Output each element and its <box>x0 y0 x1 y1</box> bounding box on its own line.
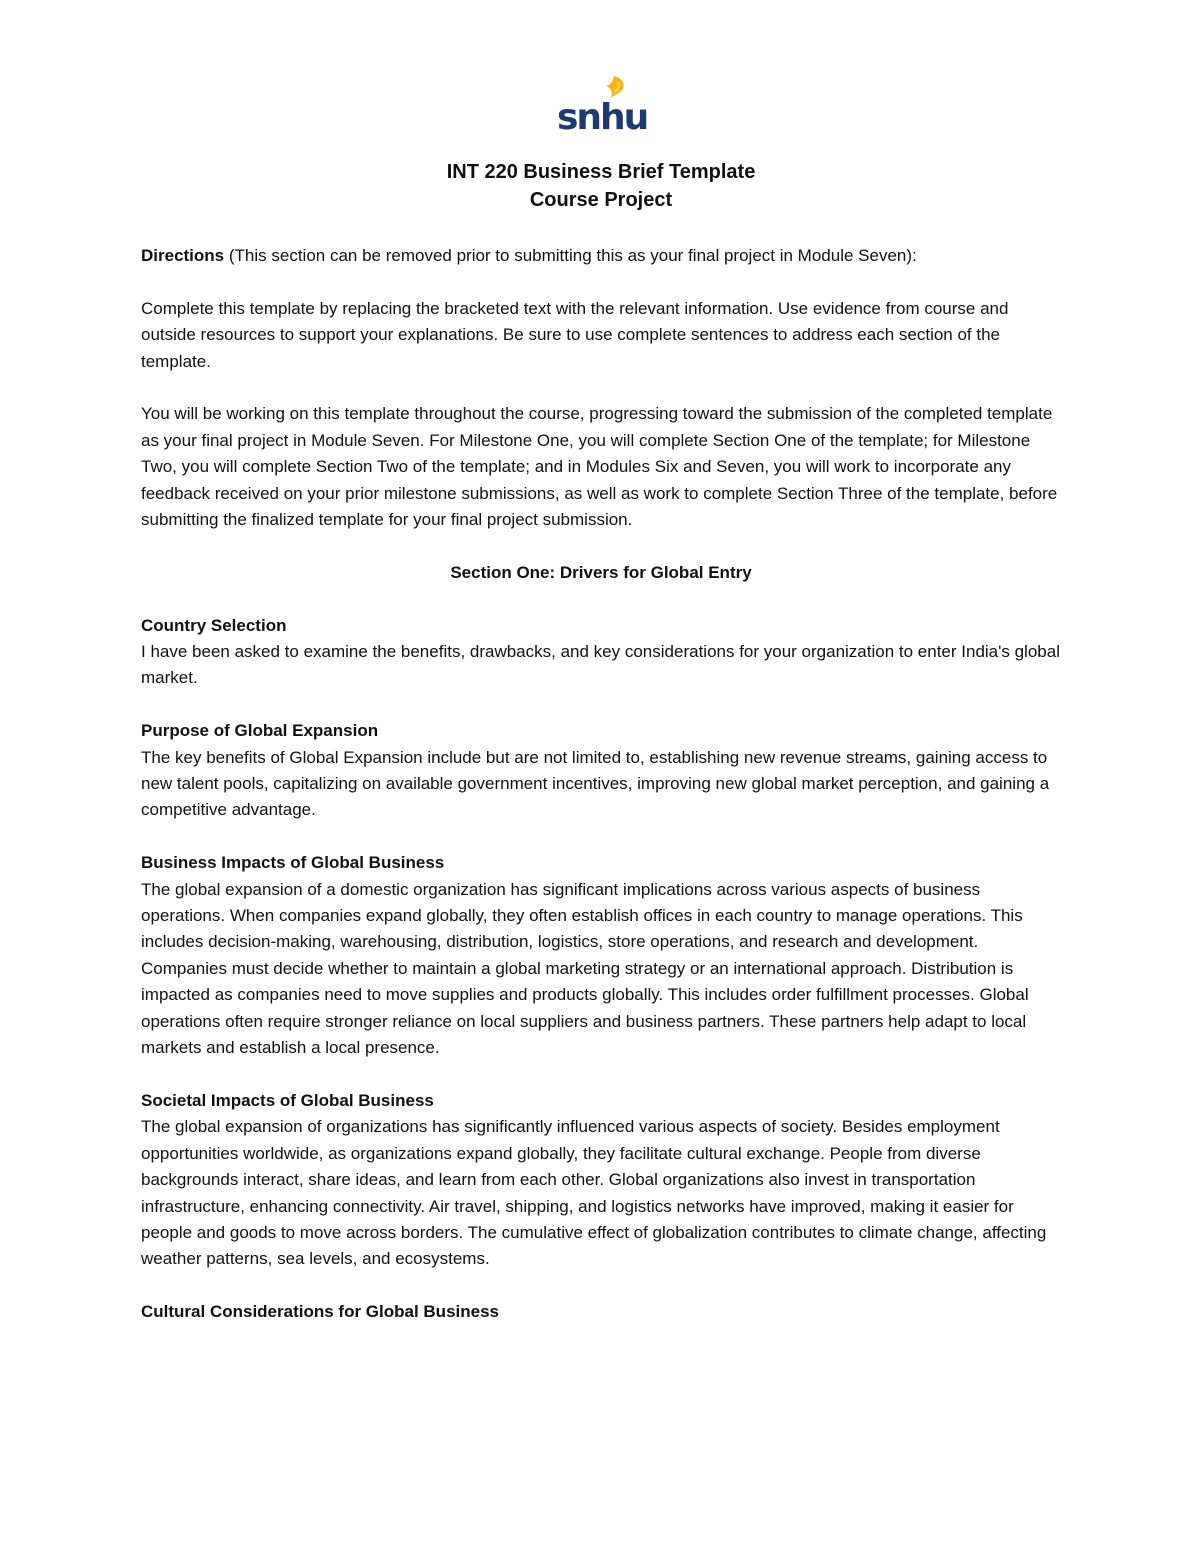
section-one-title: Section One: Drivers for Global Entry <box>450 562 752 582</box>
business-impacts-heading: Business Impacts of Global Business <box>141 853 445 873</box>
svg-text:snhu: snhu <box>557 97 648 138</box>
country-selection-heading: Country Selection <box>141 615 287 635</box>
cultural-considerations-heading: Cultural Considerations for Global Business <box>141 1302 499 1322</box>
directions-intro <box>141 243 1061 269</box>
purpose-heading: Purpose of Global Expansion <box>141 721 379 741</box>
business-impacts-body: The global expansion of a domestic organization has significant implications across various aspects of business operations. When companies expand globally, they often establish offices in each country to manage operations. This includes decision-making, warehousing, distribution, logistics, store operations, and research and development. Companies must decide whether to maintain a global marketing strategy or an international approach. Distribution is impacted as companies need to move supplies and products globally. This includes order fulfillment processes. Global operations often require stronger reliance on local suppliers and business partners. These partners help adapt to local markets and establish a local presence. <box>141 879 1029 1058</box>
snhu-logo <box>556 74 648 138</box>
societal-impacts-block <box>141 1088 1061 1273</box>
cultural-considerations-block <box>141 1299 1061 1325</box>
document-body <box>141 243 1061 1352</box>
flame-leaf-icon <box>556 74 648 138</box>
business-impacts-block <box>141 850 1061 1061</box>
societal-impacts-body: The global expansion of organizations has significantly influenced various aspects of society. Besides employment opportunities worldwide, as organizations expand globally, they facilitate cultural exchange. People from diverse backgrounds interact, share ideas, and learn from each other. Global organizations also invest in transportation infrastructure, enhancing connectivity. Air travel, shipping, and logistics networks have improved, making it easier for people and goods to move across borders. The cumulative effect of globalization contributes to climate change, affecting weather patterns, sea levels, and ecosystems. <box>141 1117 1047 1269</box>
document-title <box>141 158 1061 214</box>
directions-note: (This section can be removed prior to submitting this as your final project in Module Seven): <box>224 246 917 265</box>
purpose-block <box>141 718 1061 824</box>
country-selection-body: I have been asked to examine the benefits, drawbacks, and key considerations for your organization to enter India's global market. <box>141 642 1060 688</box>
country-selection-block <box>141 613 1061 692</box>
societal-impacts-heading: Societal Impacts of Global Business <box>141 1090 434 1110</box>
directions-paragraph-2: You will be working on this template throughout the course, progressing toward the submission of the completed template as your final project in Module Seven. For Milestone One, you will complete Section One of the template; for Milestone Two, you will complete Section Two of the template; and in Modules Six and Seven, you will work to incorporate any feedback received on your prior milestone submissions, as well as work to complete Section Three of the template, before submitting the finalized template for your final project submission. <box>141 404 1058 530</box>
title-line-2: Course Project <box>529 189 673 211</box>
title-line-1: INT 220 Business Brief Template <box>446 161 756 183</box>
directions-paragraph-1: Complete this template by replacing the bracketed text with the relevant information. Use evidence from course and outside resources to support your explanations. Be sure to use complete sentences to address each section of the template. <box>141 298 1009 371</box>
directions-label: Directions <box>141 246 225 265</box>
purpose-body: The key benefits of Global Expansion include but are not limited to, establishing new revenue streams, gaining access to new talent pools, capitalizing on available government incentives, improving new global market perception, and gaining a competitive advantage. <box>141 747 1050 820</box>
